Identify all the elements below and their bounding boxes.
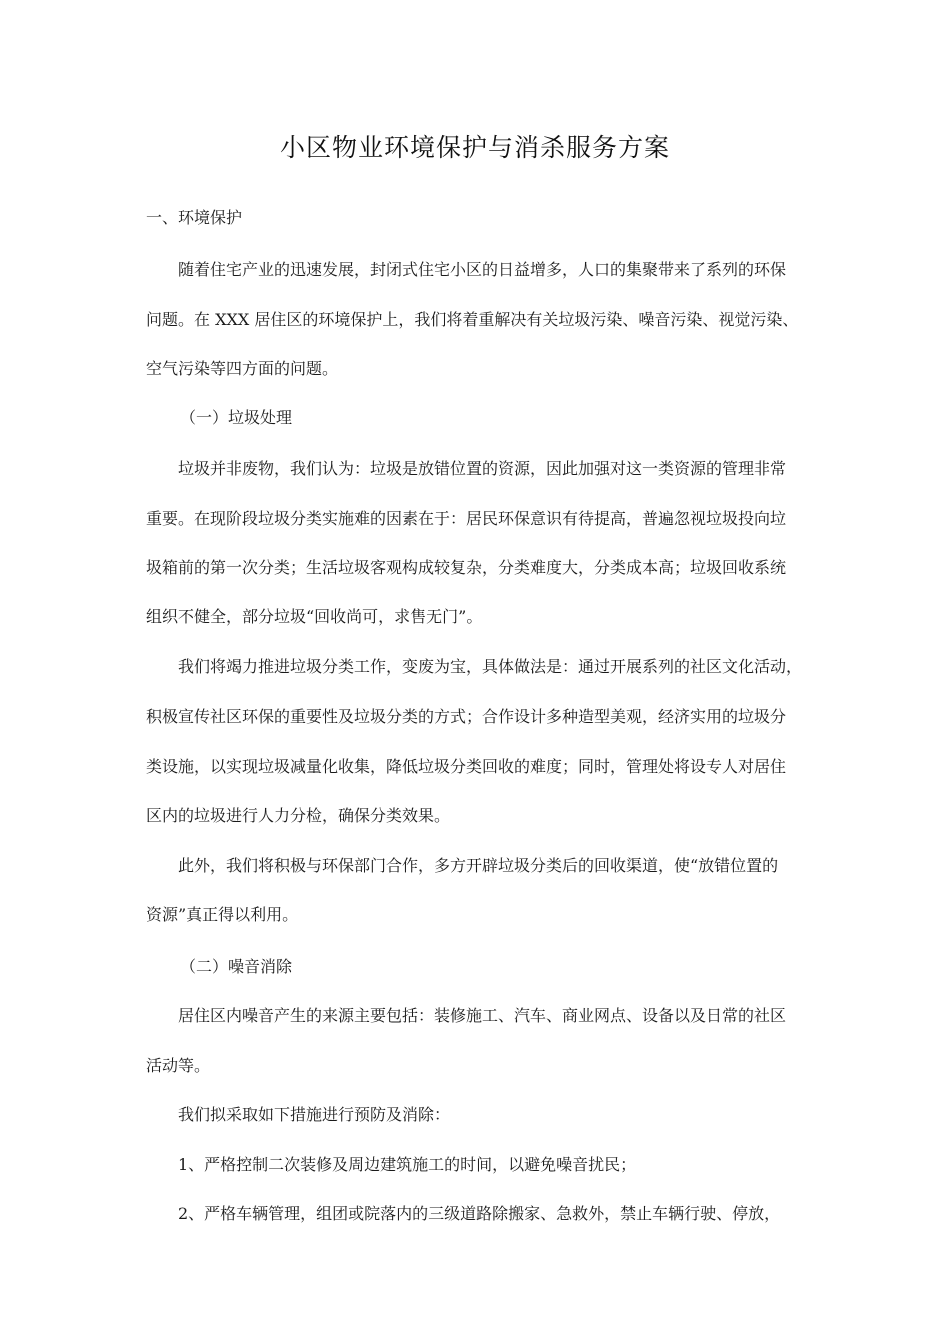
paragraph-line: 积极宣传社区环保的重要性及垃圾分类的方式；合作设计多种造型美观，经济实用的垃圾分 <box>146 707 787 726</box>
paragraph-line: 类设施，以实现垃圾减量化收集，降低垃圾分类回收的难度；同时，管理处将设专人对居住 <box>146 757 787 776</box>
list-item: 1、严格控制二次装修及周边建筑施工的时间，以避免噪音扰民； <box>178 1155 637 1174</box>
paragraph-line: 重要。在现阶段垃圾分类实施难的因素在于：居民环保意识有待提高，普遍忽视垃圾投向垃 <box>146 509 787 528</box>
paragraph-line: 此外，我们将积极与环保部门合作，多方开辟垃圾分类后的回收渠道，使“放错位置的 <box>178 856 779 875</box>
paragraph-line: 组织不健全，部分垃圾“回收尚可，求售无门”。 <box>146 607 483 626</box>
paragraph-line: 圾箱前的第一次分类；生活垃圾客观构成较复杂，分类难度大，分类成本高；垃圾回收系统 <box>146 558 787 577</box>
paragraph-line: 随着住宅产业的迅速发展，封闭式住宅小区的日益增多，人口的集聚带来了系列的环保 <box>178 260 787 279</box>
subsection-heading-noise: （二）噪音消除 <box>180 957 293 976</box>
paragraph-line: 我们将竭力推进垃圾分类工作，变废为宝，具体做法是：通过开展系列的社区文化活动， <box>178 657 803 676</box>
section-heading-environmental-protection: 一、环境保护 <box>146 208 243 227</box>
paragraph-line: 区内的垃圾进行人力分检，确保分类效果。 <box>146 806 451 825</box>
list-item: 2、严格车辆管理，组团或院落内的三级道路除搬家、急救外，禁止车辆行驶、停放， <box>178 1204 781 1223</box>
paragraph-line: 居住区内噪音产生的来源主要包括：装修施工、汽车、商业网点、设备以及日常的社区 <box>178 1006 787 1025</box>
paragraph-line: 问题。在 XXX 居住区的环境保护上，我们将着重解决有关垃圾污染、噪音污染、视觉污染、 <box>146 310 799 329</box>
paragraph-line: 资源”真正得以利用。 <box>146 905 299 924</box>
paragraph-line: 我们拟采取如下措施进行预防及消除： <box>178 1105 451 1124</box>
paragraph-line: 空气污染等四方面的问题。 <box>146 359 339 378</box>
paragraph-line: 垃圾并非废物，我们认为：垃圾是放错位置的资源，因此加强对这一类资源的管理非常 <box>178 459 787 478</box>
document-title: 小区物业环境保护与消杀服务方案 <box>279 133 670 162</box>
subsection-heading-garbage: （一）垃圾处理 <box>180 408 293 427</box>
paragraph-line: 活动等。 <box>146 1056 211 1075</box>
